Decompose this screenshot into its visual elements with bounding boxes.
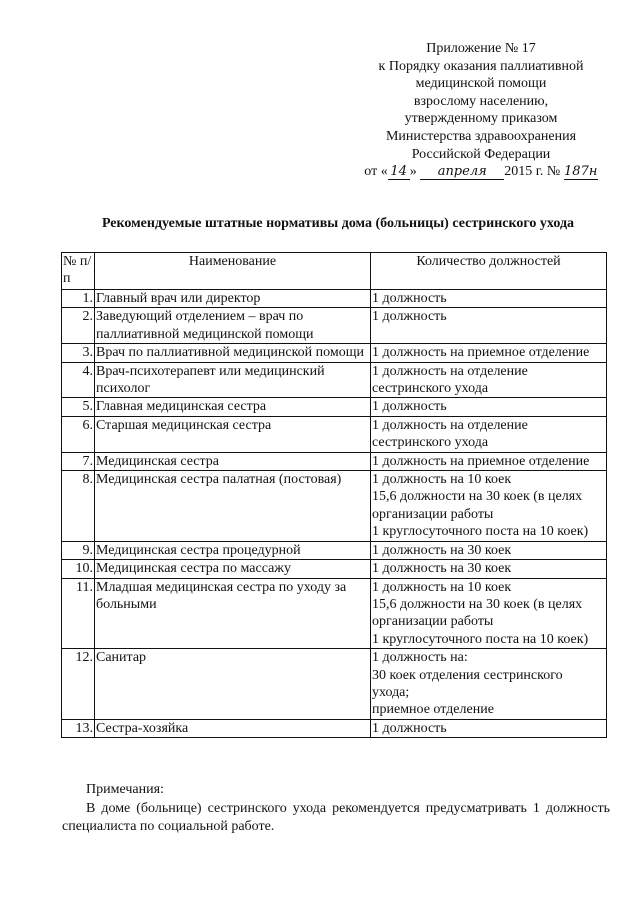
position-name: Главная медицинская сестра [95,398,371,416]
document-title: Рекомендуемые штатные нормативы дома (больницы) сестринского ухода [101,216,575,231]
position-quantity [371,344,607,362]
appendix-header [340,40,622,181]
staffing-table [61,252,607,738]
position-quantity [371,362,607,398]
quantity-line: 1 должность на отделение [372,417,528,433]
row-number: 10. [62,560,95,578]
table-row [62,398,607,416]
quantity-line: 1 должность [372,399,447,415]
position-name: Медицинская сестра палатная (постовая) [95,471,371,542]
row-number: 5. [62,398,95,416]
quantity-line: 1 должность на отделение [372,363,528,379]
position-name: Сестра-хозяйка [95,719,371,737]
position-quantity [371,649,607,720]
handwritten-order-number: 187н [564,164,598,180]
position-name: Медицинская сестра процедурной [95,541,371,559]
date-prefix: от « [364,164,388,180]
appendix-line: Приложение № 17 [426,41,536,56]
appendix-line: к Порядку оказания паллиативной [378,58,584,74]
quantity-line: сестринского ухода [372,435,489,451]
position-quantity [371,452,607,470]
appendix-line: взрослому населению, [413,93,549,109]
row-number: 2. [62,308,95,344]
order-date-line [340,163,622,181]
date-mid: » [409,164,417,180]
handwritten-month: апреля [420,165,504,180]
table-body [62,290,607,738]
quantity-line: 1 должность [372,309,447,325]
handwritten-day: 14 [388,165,410,180]
position-quantity [371,560,607,578]
table-row [62,578,607,649]
row-number: 11. [62,578,95,649]
row-number: 12. [62,649,95,720]
table-row [62,362,607,398]
table-row [62,560,607,578]
table-row [62,649,607,720]
notes-text: В доме (больнице) сестринского ухода рекомендуется предусматривать 1 должность специалиста по социальной работе. [62,801,610,834]
row-number: 1. [62,290,95,308]
position-name: Медицинская сестра [95,452,371,470]
table-row [62,308,607,344]
position-name: Главный врач или директор [95,290,371,308]
quantity-line: 1 должность на 30 коек [372,561,512,577]
position-name: Врач по паллиативной медицинской помощи [95,344,371,362]
appendix-line: Министерства здравоохранения [385,128,577,144]
position-name: Санитар [95,649,371,720]
quantity-line: 1 должность на 10 коек [372,579,512,595]
position-quantity [371,398,607,416]
quantity-line: сестринского ухода [372,381,489,397]
quantity-line: 1 должность [372,291,447,306]
position-name: Врач-психотерапевт или медицинский психолог [95,362,371,398]
appendix-line: медицинской помощи [415,76,547,92]
quantity-line: 15,6 должности на 30 коек (в целях [372,596,583,612]
quantity-line: 15,6 должности на 30 коек (в целях [372,489,583,505]
quantity-line: 1 круглосуточного поста на 10 коек) [372,631,589,647]
table-row [62,344,607,362]
position-quantity [371,308,607,344]
position-quantity [371,578,607,649]
table-row [62,416,607,452]
row-number: 9. [62,541,95,559]
quantity-line: 30 коек отделения сестринского [372,667,563,683]
position-name: Заведующий отделением – врач по паллиативной медицинской помощи [95,308,371,344]
date-year: 2015 г. № [504,164,561,180]
quantity-line: приемное отделение [372,702,494,718]
row-number: 4. [62,362,95,398]
notes-title: Примечания: [86,782,164,797]
position-quantity [371,471,607,542]
row-number: 6. [62,416,95,452]
row-number: 13. [62,719,95,737]
quantity-line: 1 должность на 30 коек [372,542,512,558]
header-qty: Количество должностей [371,253,607,290]
position-quantity [371,290,607,308]
appendix-line: Российской Федерации [411,146,551,162]
quantity-line: организации работы [372,506,494,522]
quantity-line: 1 должность [372,720,447,736]
table-row [62,452,607,470]
position-quantity [371,416,607,452]
header-num: № п/п [62,253,95,290]
quantity-line: 1 должность на приемное отделение [372,453,590,469]
position-quantity [371,541,607,559]
position-name: Старшая медицинская сестра [95,416,371,452]
quantity-line: организации работы [372,614,494,630]
quantity-line: 1 должность на приемное отделение [372,345,590,361]
position-name: Младшая медицинская сестра по уходу за больными [95,578,371,649]
row-number: 7. [62,452,95,470]
position-quantity [371,719,607,737]
position-name: Медицинская сестра по массажу [95,560,371,578]
table-row [62,471,607,542]
row-number: 3. [62,344,95,362]
table-row [62,541,607,559]
table-header-row [62,253,607,290]
quantity-line: 1 должность на: [372,650,468,666]
quantity-line: 1 должность на 10 коек [372,472,512,488]
quantity-line: ухода; [372,684,410,700]
row-number: 8. [62,471,95,542]
table-row [62,719,607,737]
appendix-line: утвержденному приказом [404,111,558,127]
header-name: Наименование [95,253,371,290]
table-row [62,290,607,308]
quantity-line: 1 круглосуточного поста на 10 коек) [372,524,589,540]
